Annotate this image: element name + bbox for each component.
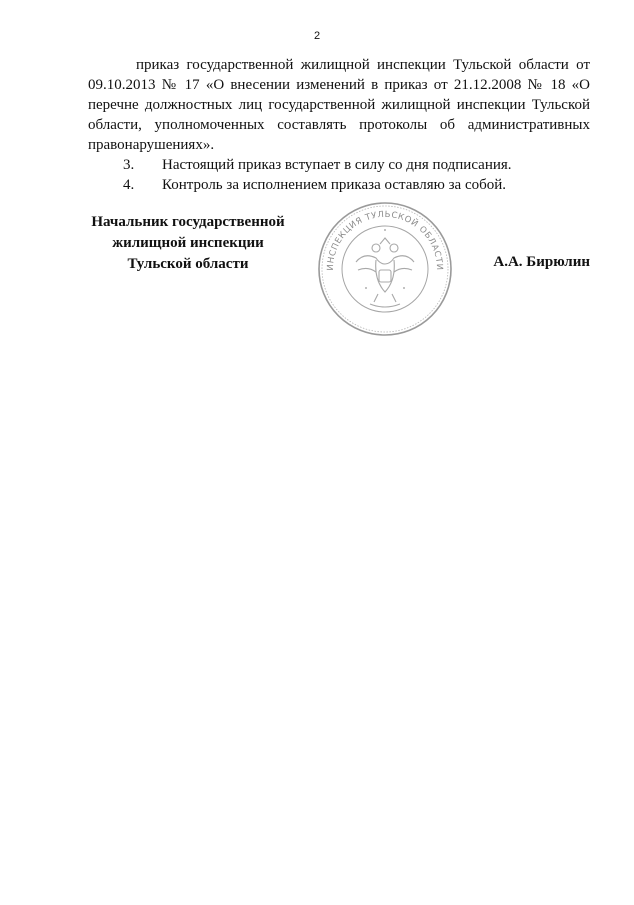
list-item-3 (88, 155, 590, 175)
position-line-1: Начальник государственной (91, 214, 285, 230)
list-item-text: Контроль за исполнением приказа оставляю за собой. (162, 177, 507, 193)
list-item-number: 3. (123, 157, 135, 173)
position-line-3: Тульской области (127, 256, 249, 272)
signatory-position (88, 212, 288, 275)
list-item-4 (88, 175, 590, 195)
paragraph-continuation: приказ государственной жилищной инспекции Тульской области от 09.10.2013 № 17 «О внесении изменений в приказ от 21.12.2008 № 18 «О перечне должностных лиц государственной жилищной инспекции Тульской области, уполномоченных составлять протоколы об административных правонарушениях». (88, 57, 590, 153)
page-number: 2 (313, 30, 321, 42)
list-item-text: Настоящий приказ вступает в силу со дня подписания. (162, 157, 512, 173)
official-seal-stamp (316, 200, 454, 338)
position-line-2: жилищной инспекции (112, 235, 264, 251)
svg-text:ИНСПЕКЦИЯ ТУЛЬСКОЙ ОБЛАСТИ: ИНСПЕКЦИЯ ТУЛЬСКОЙ ОБЛАСТИ (325, 209, 445, 271)
document-body (88, 55, 590, 195)
list-item-number: 4. (123, 177, 135, 193)
signer-name: А.А. Бирюлин (493, 254, 590, 270)
